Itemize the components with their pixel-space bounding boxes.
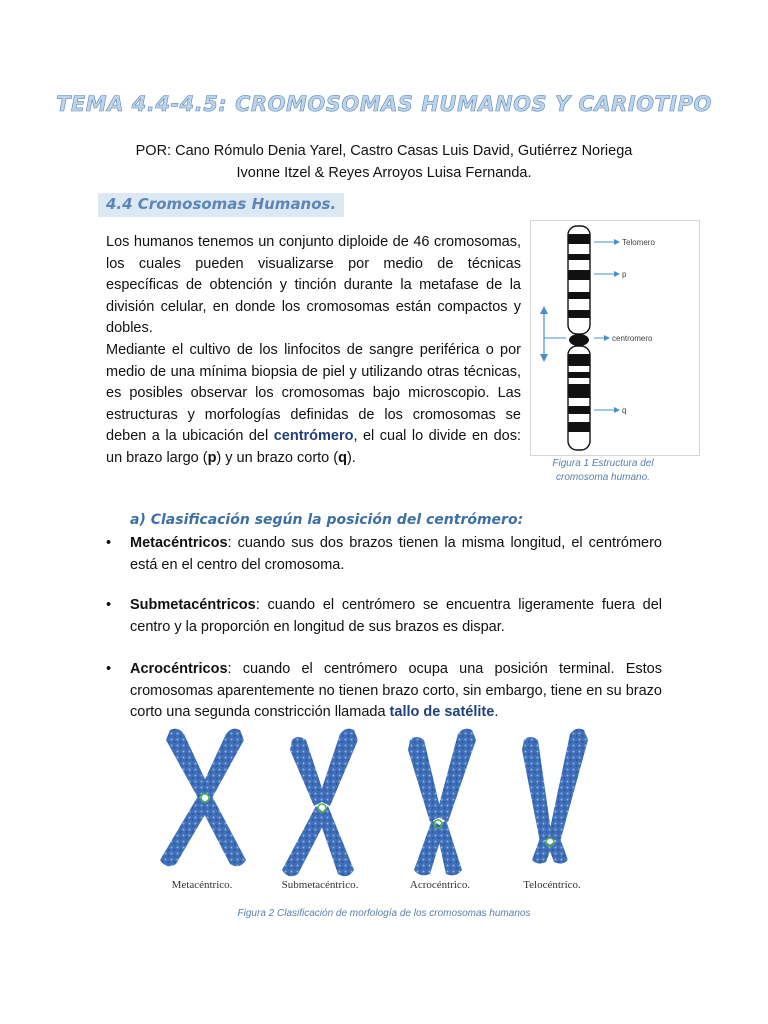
label-acrocentrico: Acrocéntrico.: [409, 879, 471, 891]
tallo-de-satelite-highlight: tallo de satélite: [389, 704, 495, 720]
bullet-text: : cuando el centrómero se encuentra ligeramente fuera del centro y la proporción en longitud de sus brazos es dispar.: [130, 597, 662, 635]
bullet-metacentricos: [106, 533, 662, 576]
submetacentric-chromosome: [282, 729, 358, 877]
bullet-icon: •: [106, 535, 112, 551]
authors-line-1: POR: Cano Rómulo Denia Yarel, Castro Casas Luis David, Gutiérrez Noriega: [135, 143, 633, 159]
arm-p-label: p: [207, 449, 217, 466]
label-submetacentrico: Submetacéntrico.: [281, 879, 359, 891]
paragraph-text: Mediante el cultivo de los linfocitos de sangre periférica o por medio de una mínima biopsia de piel y utilizando otras técnicas, es posibles observar los cromosomas bajo microscopio. Las estructuras y morfologías definidas de los cromosomas se deben a la ubicación del: [106, 342, 521, 444]
authors-line-2: Ivonne Itzel & Reyes Arroyos Luisa Fernanda.: [236, 165, 532, 181]
authors-block: [60, 140, 708, 184]
acrocentric-chromosome: [408, 729, 476, 876]
bullet-submetacentricos: [106, 595, 662, 638]
term-submetacentricos: Submetacéntricos: [130, 597, 256, 613]
paragraph-text: , el cual lo divide en dos: un brazo largo (: [106, 428, 521, 466]
bullet-text: .: [494, 704, 499, 720]
centromero-highlight: centrómero: [273, 428, 354, 444]
term-acrocentricos: Acrocéntricos: [130, 661, 228, 677]
classification-heading: a) Clasificación según la posición del centrómero:: [130, 512, 524, 528]
figure-1-caption: Figura 1 Estructura del cromosoma humano.: [552, 458, 654, 483]
label-metacentrico: Metacéntrico.: [171, 879, 233, 891]
paragraph-diploid: Los humanos tenemos un conjunto diploide de 46 cromosomas, los cuales pueden visualizarse por medio de técnicas específicas de obtención y tinción durante la metafase de la división celular, en donde los cromosomas están compactos y dobles.: [106, 234, 521, 336]
paragraph-text: ) y un brazo corto (: [216, 449, 339, 466]
page-title: TEMA 4.4-4.5: CROMOSOMAS HUMANOS Y CARIOTIPO: [56, 92, 712, 116]
label-q: q: [622, 406, 627, 415]
chromosome-structure-figure: [530, 220, 700, 456]
paragraph-centromere: [106, 340, 521, 469]
label-telomero: Telomero: [622, 238, 655, 247]
metacentric-chromosome: [160, 729, 246, 867]
bullet-text: : cuando el centrómero ocupa una posición terminal. Estos cromosomas aparentemente no tienen brazo corto, sin embargo, tiene en su brazo corto una segunda constricción llamada: [130, 661, 662, 720]
chromosome-morphology-figure: [140, 720, 640, 900]
label-p: p: [622, 270, 627, 279]
paragraph-text: ).: [346, 449, 356, 466]
telocentric-chromosome: [522, 729, 588, 864]
bullet-text: : cuando sus dos brazos tienen la misma longitud, el centrómero está en el centro del cromosoma.: [130, 535, 662, 573]
arm-q-label: q: [338, 449, 347, 466]
figure-2-caption: Figura 2 Clasificación de morfología de los cromosomas humanos: [237, 908, 531, 919]
bullet-icon: •: [106, 597, 112, 613]
label-centromero: centromero: [612, 334, 653, 343]
term-metacentricos: Metacéntricos: [130, 535, 228, 551]
section-heading-4-4: 4.4 Cromosomas Humanos.: [98, 193, 344, 217]
bullet-icon: •: [106, 661, 112, 677]
bullet-acrocentricos: [106, 659, 662, 724]
label-telocentrico: Telocéntrico.: [523, 879, 581, 891]
